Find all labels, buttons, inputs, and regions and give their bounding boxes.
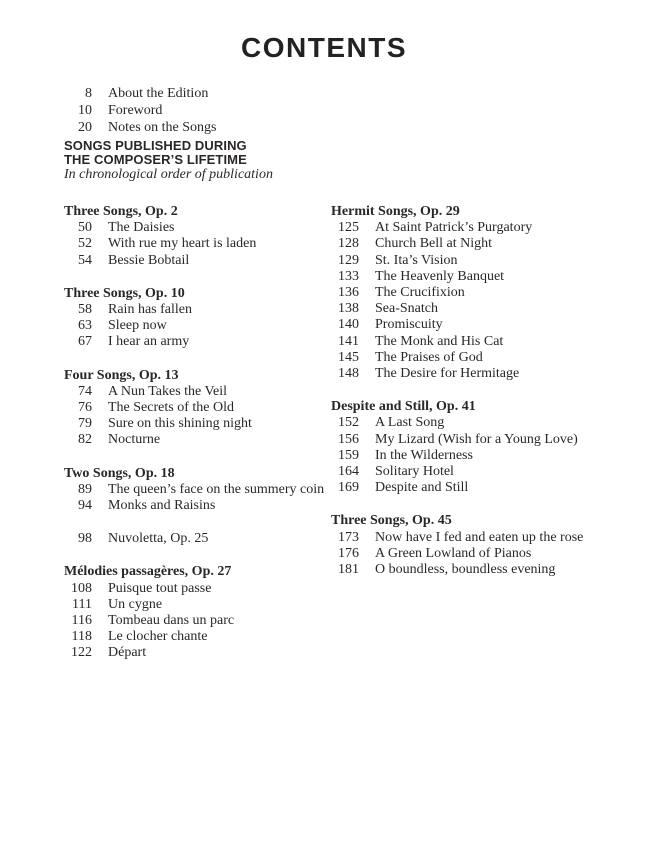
page-title: CONTENTS xyxy=(241,32,407,63)
toc-entry-page-number: 79 xyxy=(78,416,92,432)
toc-entry-title: Sea-Snatch xyxy=(375,301,438,317)
toc-entry xyxy=(331,253,583,269)
toc-entry xyxy=(64,531,324,547)
toc-entry xyxy=(331,480,583,496)
toc-entry xyxy=(331,269,583,285)
toc-entry xyxy=(331,350,583,366)
toc-entry-page-number: 122 xyxy=(71,645,92,661)
toc-entry xyxy=(331,220,583,236)
toc-entry-page-number: 82 xyxy=(78,432,92,448)
toc-entry-title: The Secrets of the Old xyxy=(108,400,234,416)
song-group-heading: Despite and Still, Op. 41 xyxy=(331,399,476,415)
song-group xyxy=(64,466,324,515)
toc-entry-page-number: 54 xyxy=(78,252,92,268)
toc-entry-title: Notes on the Songs xyxy=(108,120,217,135)
toc-entry-page-number: 148 xyxy=(338,366,359,382)
toc-entry-page-number: 159 xyxy=(338,447,359,463)
toc-column-left xyxy=(64,204,324,679)
toc-entry-page-number: 173 xyxy=(338,529,359,545)
toc-entry-title: Solitary Hotel xyxy=(375,464,454,480)
toc-entry-page-number: 152 xyxy=(338,415,359,431)
toc-entry xyxy=(331,562,583,578)
toc-entry-page-number: 8 xyxy=(85,86,92,101)
toc-entry-page-number: 125 xyxy=(338,220,359,236)
toc-entry-title: Bessie Bobtail xyxy=(108,252,190,268)
toc-entry xyxy=(64,597,324,613)
song-group-heading: Three Songs, Op. 45 xyxy=(331,513,452,529)
song-group xyxy=(331,513,583,578)
toc-entry-page-number: 128 xyxy=(338,236,359,252)
toc-entry-page-number: 52 xyxy=(78,236,92,252)
section-heading xyxy=(64,139,247,166)
toc-entry xyxy=(64,85,217,102)
toc-entry-page-number: 63 xyxy=(78,318,92,334)
toc-entry xyxy=(331,366,583,382)
toc-entry-title: The Praises of God xyxy=(375,349,483,365)
toc-entry-page-number: 141 xyxy=(338,333,359,349)
toc-entry-page-number: 164 xyxy=(338,464,359,480)
toc-entry-page-number: 145 xyxy=(338,349,359,365)
toc-entry xyxy=(331,432,583,448)
toc-entry xyxy=(64,645,324,661)
toc-entry xyxy=(331,301,583,317)
toc-entry-title: St. Ita’s Vision xyxy=(375,252,458,268)
toc-entry-title: The Desire for Hermitage xyxy=(375,366,520,382)
toc-entry xyxy=(331,317,583,333)
toc-entry-title: Now have I fed and eaten up the rose xyxy=(375,529,584,545)
toc-entry-page-number: 10 xyxy=(78,103,92,118)
song-group-heading: Three Songs, Op. 10 xyxy=(64,285,185,301)
toc-entry-page-number: 89 xyxy=(78,481,92,497)
toc-entry-page-number: 140 xyxy=(338,317,359,333)
song-group-heading: Mélodies passagères, Op. 27 xyxy=(64,564,232,580)
toc-entry-title: At Saint Patrick’s Purgatory xyxy=(375,220,533,236)
toc-entry xyxy=(64,318,324,334)
toc-entry-title: Un cygne xyxy=(108,596,163,612)
toc-entry-page-number: 76 xyxy=(78,400,92,416)
toc-entry xyxy=(64,384,324,400)
toc-entry-title: Départ xyxy=(108,645,147,661)
song-group xyxy=(331,204,583,382)
song-group-heading: Two Songs, Op. 18 xyxy=(64,465,175,481)
toc-entry-page-number: 169 xyxy=(338,480,359,496)
toc-entry-title: Nocturne xyxy=(108,432,161,448)
toc-entry-page-number: 156 xyxy=(338,431,359,447)
toc-entry xyxy=(64,102,217,119)
toc-entry xyxy=(64,119,217,136)
toc-entry-title: I hear an army xyxy=(108,334,190,350)
toc-column-right xyxy=(331,204,583,595)
toc-entry-page-number: 138 xyxy=(338,301,359,317)
toc-entry xyxy=(331,448,583,464)
toc-entry-title: The Monk and His Cat xyxy=(375,333,504,349)
toc-entry-page-number: 20 xyxy=(78,120,92,135)
toc-entry-title: The Crucifixion xyxy=(375,285,465,301)
toc-entry-title: Foreword xyxy=(108,103,163,118)
toc-entry-title: My Lizard (Wish for a Young Love) xyxy=(375,431,578,447)
song-group xyxy=(64,204,324,269)
toc-entry-page-number: 94 xyxy=(78,498,92,514)
toc-entry xyxy=(64,253,324,269)
toc-entry-page-number: 98 xyxy=(78,531,92,547)
toc-entry-title: With rue my heart is laden xyxy=(108,236,257,252)
toc-entry-page-number: 133 xyxy=(338,268,359,284)
toc-entry-title: Church Bell at Night xyxy=(375,236,493,252)
toc-entry-page-number: 118 xyxy=(71,629,92,645)
toc-entry xyxy=(64,302,324,318)
toc-entry-title: A Green Lowland of Pianos xyxy=(375,545,532,561)
section-heading-line1: SONGS PUBLISHED DURING xyxy=(64,138,247,153)
toc-entry-title: Le clocher chante xyxy=(108,629,208,645)
toc-entry-page-number: 50 xyxy=(78,220,92,236)
toc-entry-page-number: 136 xyxy=(338,285,359,301)
toc-entry xyxy=(331,285,583,301)
toc-entry-title: Tombeau dans un parc xyxy=(108,613,235,629)
toc-entry xyxy=(64,220,324,236)
song-group-heading: Four Songs, Op. 13 xyxy=(64,367,179,383)
toc-entry-page-number: 58 xyxy=(78,302,92,318)
toc-entry xyxy=(64,400,324,416)
section-heading-line2: THE COMPOSER’S LIFETIME xyxy=(64,151,247,167)
toc-entry-title: In the Wilderness xyxy=(375,447,473,463)
toc-entry-page-number: 181 xyxy=(338,562,359,578)
song-group xyxy=(64,564,324,661)
toc-entry-title: The queen’s face on the summery coin xyxy=(108,481,325,497)
toc-entry-title: Monks and Raisins xyxy=(108,498,216,514)
toc-entry xyxy=(64,613,324,629)
song-group xyxy=(64,286,324,351)
toc-entry xyxy=(64,334,324,350)
song-group-heading: Hermit Songs, Op. 29 xyxy=(331,204,460,219)
toc-entry-title: Sure on this shining night xyxy=(108,416,252,432)
toc-entry-title: About the Edition xyxy=(108,86,209,101)
toc-entry xyxy=(331,236,583,252)
toc-entry xyxy=(64,629,324,645)
toc-entry-page-number: 108 xyxy=(71,580,92,596)
toc-entry xyxy=(64,482,324,498)
song-group xyxy=(64,531,324,547)
toc-entry-page-number: 74 xyxy=(78,383,92,399)
toc-entry-title: The Daisies xyxy=(108,220,175,236)
toc-entry-page-number: 176 xyxy=(338,545,359,561)
toc-entry xyxy=(331,546,583,562)
toc-entry xyxy=(64,498,324,514)
toc-entry-page-number: 116 xyxy=(71,613,92,629)
toc-entry-title: Nuvoletta, Op. 25 xyxy=(108,531,209,547)
toc-entry xyxy=(64,416,324,432)
toc-entry-title: Promiscuity xyxy=(375,317,443,333)
section-subtitle: In chronological order of publication xyxy=(64,167,273,182)
toc-entry-title: Rain has fallen xyxy=(108,302,192,318)
front-matter-list xyxy=(64,85,217,136)
toc-entry xyxy=(64,432,324,448)
toc-entry xyxy=(331,530,583,546)
toc-entry xyxy=(64,581,324,597)
toc-entry-title: Sleep now xyxy=(108,318,167,334)
toc-entry xyxy=(331,334,583,350)
toc-entry xyxy=(331,415,583,431)
toc-entry-page-number: 111 xyxy=(72,596,92,612)
toc-entry-title: A Nun Takes the Veil xyxy=(108,383,228,399)
song-group xyxy=(64,368,324,449)
song-group-heading: Three Songs, Op. 2 xyxy=(64,204,178,219)
toc-entry-title: Despite and Still xyxy=(375,480,469,496)
toc-entry-title: A Last Song xyxy=(375,415,445,431)
toc-entry-title: The Heavenly Banquet xyxy=(375,268,505,284)
toc-entry xyxy=(64,236,324,252)
song-group xyxy=(331,399,583,496)
toc-entry xyxy=(331,464,583,480)
toc-entry-page-number: 129 xyxy=(338,252,359,268)
toc-entry-title: O boundless, boundless evening xyxy=(375,562,556,578)
toc-entry-title: Puisque tout passe xyxy=(108,580,212,596)
toc-entry-page-number: 67 xyxy=(78,334,92,350)
